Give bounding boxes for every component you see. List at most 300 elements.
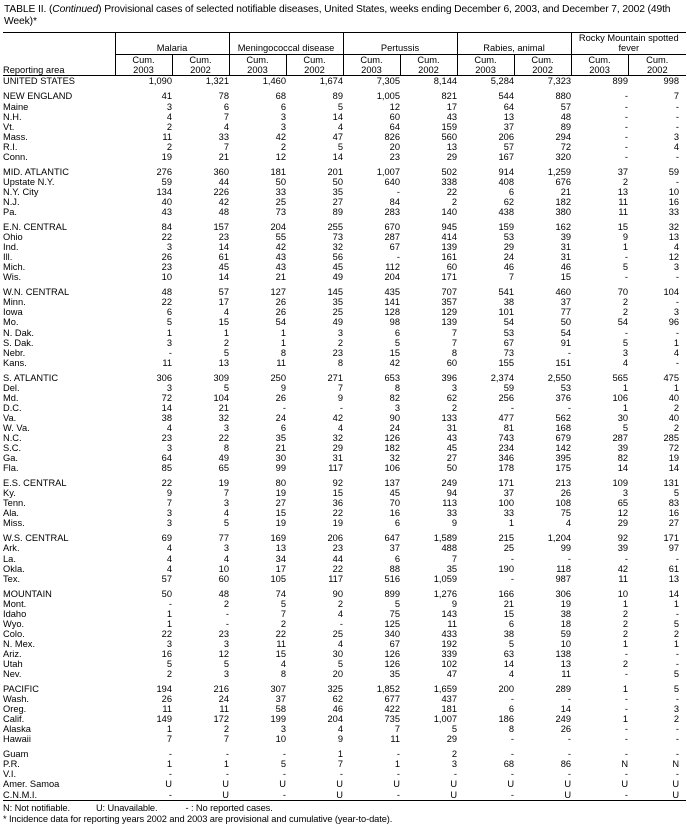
value-cell: 72 xyxy=(560,141,572,152)
header-disease-pertussis: Pertussis xyxy=(343,32,457,54)
value-cell: - xyxy=(168,347,172,358)
table-row xyxy=(3,749,686,759)
table-row xyxy=(3,373,686,383)
value-cell: 204 xyxy=(384,272,401,283)
value-cell: 6 xyxy=(508,618,515,629)
value-cell: 19 xyxy=(332,518,344,529)
value-cell: U xyxy=(222,779,230,790)
value-cell: 72 xyxy=(668,443,680,454)
value-cell: 7 xyxy=(508,272,515,283)
table-row xyxy=(3,488,686,498)
value-cell: U xyxy=(564,779,572,790)
value-cell: 19 xyxy=(218,478,230,489)
value-cell: 4 xyxy=(337,422,344,433)
value-cell: 200 xyxy=(498,684,515,695)
value-cell: 75 xyxy=(560,508,572,519)
value-cell: 60 xyxy=(446,357,458,368)
value-cell: 22 xyxy=(161,628,172,639)
value-cell: 27 xyxy=(275,498,287,509)
value-cell: 73 xyxy=(503,347,515,358)
value-cell: 108 xyxy=(555,498,572,509)
table-row xyxy=(3,307,686,317)
value-cell: 19 xyxy=(161,151,172,162)
table-row xyxy=(3,328,686,338)
value-cell: 55 xyxy=(275,232,287,243)
value-cell: U xyxy=(628,790,686,801)
value-cell: 4 xyxy=(223,121,230,132)
value-cell: 53 xyxy=(503,232,515,243)
value-cell: 3 xyxy=(673,307,680,318)
value-cell: 7 xyxy=(280,608,287,619)
value-cell: 306 xyxy=(156,372,172,383)
value-cell: 37 xyxy=(503,121,515,132)
value-cell: 2 xyxy=(280,618,287,629)
header-cum-rmsf-2002 xyxy=(628,54,686,76)
value-cell: 133 xyxy=(441,412,458,423)
value-cell: 914 xyxy=(498,166,515,177)
value-cell: 14 xyxy=(332,111,344,122)
value-cell: 1 xyxy=(673,337,680,348)
value-cell: 1 xyxy=(622,638,629,649)
value-cell: - xyxy=(624,272,629,283)
value-cell: 27 xyxy=(446,453,458,464)
value-cell: 5 xyxy=(673,684,680,695)
value-cell: 190 xyxy=(498,563,515,574)
value-cell: 22 xyxy=(332,508,344,519)
value-cell: 2,550 xyxy=(547,372,572,383)
value-cell: 9 xyxy=(337,392,344,403)
reporting-area-cell: Idaho xyxy=(3,608,27,619)
reporting-area-cell: Vt. xyxy=(3,121,15,132)
value-cell: 48 xyxy=(218,207,230,217)
value-cell: 11 xyxy=(561,669,572,680)
value-cell: 204 xyxy=(270,222,287,233)
value-cell: 346 xyxy=(498,453,515,464)
table-row xyxy=(3,102,686,112)
value-cell: - xyxy=(675,327,680,338)
value-cell: - xyxy=(510,749,515,760)
value-cell: - xyxy=(396,252,401,263)
value-cell: 41 xyxy=(161,91,172,102)
value-cell: 59 xyxy=(161,176,172,187)
value-cell: 49 xyxy=(218,453,230,464)
footnote-no-cases: - : No reported cases. xyxy=(185,802,273,813)
reporting-area-cell: Wyo. xyxy=(3,618,25,629)
value-cell: 137 xyxy=(384,478,401,489)
value-cell: - xyxy=(624,769,629,780)
value-cell: 7 xyxy=(223,488,230,499)
value-cell: 175 xyxy=(555,463,572,474)
value-cell: 43 xyxy=(161,207,172,217)
value-cell: 38 xyxy=(503,297,515,308)
value-cell: 998 xyxy=(663,76,680,87)
table-row xyxy=(3,177,686,187)
value-cell: 6 xyxy=(394,327,401,338)
table-row xyxy=(3,287,686,297)
value-cell: - xyxy=(457,790,514,801)
value-cell: 437 xyxy=(441,694,458,705)
header-cum-row xyxy=(3,54,686,76)
table-row xyxy=(3,383,686,393)
value-cell: 5 xyxy=(223,347,230,358)
value-cell: 1 xyxy=(394,759,401,770)
value-cell: 5 xyxy=(673,488,680,499)
value-cell: 249 xyxy=(555,714,572,725)
cum-year: 2003 xyxy=(133,65,154,76)
value-cell: 11 xyxy=(618,196,629,207)
value-cell: 7 xyxy=(394,724,401,735)
value-cell: 3 xyxy=(622,488,629,499)
cum-year: 2003 xyxy=(361,65,382,76)
value-cell: 43 xyxy=(446,111,458,122)
value-cell: 4 xyxy=(337,724,344,735)
value-cell: 3 xyxy=(166,508,172,519)
value-cell: 11 xyxy=(618,207,629,217)
value-cell: 26 xyxy=(560,488,572,499)
value-cell: 118 xyxy=(556,563,572,574)
value-cell: 4 xyxy=(337,638,344,649)
value-cell: 22 xyxy=(332,563,344,574)
header-disease-rocky-mountain-spotted-fever: Rocky Mountain spotted fever xyxy=(571,32,686,54)
value-cell: 1 xyxy=(280,327,287,338)
value-cell: 30 xyxy=(332,648,344,659)
cum-year: 2003 xyxy=(475,65,496,76)
value-cell: 255 xyxy=(327,222,344,233)
table-row xyxy=(3,122,686,132)
value-cell: - xyxy=(396,769,401,780)
value-cell: 151 xyxy=(555,357,572,368)
value-cell: 4 xyxy=(508,669,515,680)
value-cell: 99 xyxy=(560,543,572,554)
value-cell: 5 xyxy=(280,598,287,609)
value-cell: 113 xyxy=(442,498,458,509)
value-cell: 89 xyxy=(332,207,344,217)
table-row xyxy=(3,554,686,564)
value-cell: 104 xyxy=(213,392,230,403)
value-cell: - xyxy=(571,790,628,801)
value-cell: 171 xyxy=(441,272,458,283)
value-cell: 1,674 xyxy=(319,76,344,87)
value-cell: 15 xyxy=(389,347,401,358)
table-row xyxy=(3,609,686,619)
value-cell: 7 xyxy=(337,382,344,393)
reporting-area-cell: NEW ENGLAND xyxy=(3,91,73,102)
value-cell: 4 xyxy=(337,121,344,132)
value-cell: 91 xyxy=(560,337,572,348)
value-cell: - xyxy=(168,769,172,780)
value-cell: - xyxy=(510,402,515,413)
value-cell: 155 xyxy=(498,357,515,368)
reporting-area-cell: MID. ATLANTIC xyxy=(3,166,69,177)
value-cell: 2 xyxy=(673,402,680,413)
value-cell: 1,204 xyxy=(547,533,572,544)
value-cell: - xyxy=(624,327,629,338)
value-cell: - xyxy=(624,141,629,152)
value-cell: 126 xyxy=(384,432,401,443)
value-cell: 360 xyxy=(213,166,230,177)
value-cell: 11 xyxy=(162,131,172,142)
table-head xyxy=(3,32,686,76)
value-cell: 43 xyxy=(275,262,287,273)
header-disease-row xyxy=(3,32,686,54)
table-row xyxy=(3,599,686,609)
value-cell: 5 xyxy=(622,337,629,348)
footnotes xyxy=(3,803,687,825)
value-cell: 15 xyxy=(617,222,629,233)
value-cell: 89 xyxy=(332,91,344,102)
value-cell: 88 xyxy=(389,563,401,574)
value-cell: 3 xyxy=(451,759,458,770)
value-cell: U xyxy=(672,779,680,790)
value-cell: 80 xyxy=(275,478,287,489)
value-cell: 1,090 xyxy=(148,76,172,87)
value-cell: 13 xyxy=(503,111,515,122)
value-cell: 15 xyxy=(275,508,287,519)
value-cell: 677 xyxy=(384,694,401,705)
header-disease-rabies-animal: Rabies, animal xyxy=(457,32,571,54)
value-cell: - xyxy=(624,111,629,122)
value-cell: 59 xyxy=(560,628,572,639)
value-cell: 1,259 xyxy=(547,166,572,177)
value-cell: 5 xyxy=(622,422,629,433)
value-cell: 143 xyxy=(441,608,458,619)
reporting-area-cell: Ohio xyxy=(3,232,23,243)
table-row xyxy=(3,498,686,508)
value-cell: 167 xyxy=(498,151,515,162)
value-cell: 2 xyxy=(166,669,172,680)
reporting-area-cell: Guam xyxy=(3,749,29,760)
value-cell: 83 xyxy=(668,498,680,509)
value-cell: 90 xyxy=(332,588,344,599)
value-cell: 14 xyxy=(617,463,629,474)
value-cell: 43 xyxy=(446,432,458,443)
footnote-unavailable: U: Unavailable. xyxy=(95,802,158,813)
cum-label: Cum. xyxy=(132,54,155,65)
value-cell: 7 xyxy=(451,337,458,348)
header-disease-malaria: Malaria xyxy=(115,32,229,54)
value-cell: 9 xyxy=(166,488,172,499)
table-row xyxy=(3,543,686,553)
value-cell: 25 xyxy=(332,628,344,639)
value-cell: 1 xyxy=(508,518,515,529)
value-cell: 74 xyxy=(275,588,287,599)
reporting-area-cell: C.N.M.I. xyxy=(3,790,115,801)
value-cell: 10 xyxy=(668,186,680,197)
value-cell: 287 xyxy=(612,432,629,443)
value-cell: 166 xyxy=(498,588,515,599)
table-row xyxy=(3,152,686,162)
value-cell: 67 xyxy=(503,337,515,348)
value-cell: 25 xyxy=(332,307,344,318)
value-cell: 1 xyxy=(166,608,172,619)
value-cell: 6 xyxy=(280,101,287,112)
table-row xyxy=(3,769,686,779)
table-row xyxy=(3,684,686,694)
value-cell: 34 xyxy=(275,553,287,564)
value-cell: 502 xyxy=(441,166,458,177)
value-cell: 29 xyxy=(617,518,629,529)
reporting-area-cell: Ga. xyxy=(3,453,18,464)
value-cell: 109 xyxy=(612,478,629,489)
value-cell: 16 xyxy=(668,508,680,519)
value-cell: 49 xyxy=(332,317,344,328)
value-cell: 7 xyxy=(451,553,458,564)
value-cell: 32 xyxy=(332,432,344,443)
value-cell: 821 xyxy=(441,91,458,102)
value-cell: 5 xyxy=(223,382,230,393)
table-row xyxy=(3,759,686,769)
reporting-area-cell: Utah xyxy=(3,658,23,669)
value-cell: 22 xyxy=(275,628,287,639)
reporting-area-cell: W.N. CENTRAL xyxy=(3,287,70,298)
value-cell: 96 xyxy=(668,317,680,328)
value-cell: 3 xyxy=(166,638,172,649)
value-cell: 2,374 xyxy=(490,372,515,383)
value-cell: 23 xyxy=(332,543,344,554)
value-cell: 653 xyxy=(384,372,401,383)
value-cell: - xyxy=(624,669,629,680)
value-cell: 1,005 xyxy=(376,91,401,102)
value-cell: 285 xyxy=(663,432,680,443)
reporting-area-cell: Nev. xyxy=(3,669,22,680)
reporting-area-cell: Ariz. xyxy=(3,648,22,659)
value-cell: 5 xyxy=(337,101,344,112)
table-row xyxy=(3,207,686,217)
value-cell: 139 xyxy=(441,317,458,328)
value-cell: 3 xyxy=(223,638,230,649)
reporting-area-cell: Maine xyxy=(3,101,29,112)
value-cell: 106 xyxy=(384,463,401,474)
reporting-area-cell: Calif. xyxy=(3,714,25,725)
value-cell: 60 xyxy=(446,262,458,273)
reporting-area-cell: Del. xyxy=(3,382,20,393)
table-row xyxy=(3,91,686,101)
value-cell: - xyxy=(675,694,680,705)
value-cell: 2 xyxy=(451,402,458,413)
value-cell: 181 xyxy=(441,704,458,715)
table-row xyxy=(3,358,686,368)
value-cell: 13 xyxy=(668,573,680,584)
value-cell: 5 xyxy=(223,658,230,669)
value-cell: 435 xyxy=(384,287,401,298)
footnote-star-line: * Incidence data for reporting years 2002 and 2003 are provisional and cumulative (year-to-date). xyxy=(3,813,393,824)
reporting-area-cell: Tex. xyxy=(3,573,21,584)
value-cell: 38 xyxy=(503,628,515,639)
header-cum-meningococcal-2002 xyxy=(286,54,343,76)
value-cell: 68 xyxy=(275,91,287,102)
value-cell: 6 xyxy=(223,101,230,112)
value-cell: 61 xyxy=(668,563,680,574)
value-cell: - xyxy=(567,347,572,358)
value-cell: 21 xyxy=(503,598,515,609)
value-cell: U xyxy=(514,790,571,801)
value-cell: - xyxy=(343,790,400,801)
value-cell: 2 xyxy=(622,608,629,619)
value-cell: 26 xyxy=(275,307,287,318)
value-cell: 5 xyxy=(166,658,172,669)
value-cell: 294 xyxy=(555,131,572,142)
value-cell: 159 xyxy=(498,222,515,233)
value-cell: 42 xyxy=(617,563,629,574)
table-row xyxy=(3,112,686,122)
value-cell: 14 xyxy=(218,272,230,283)
value-cell: 2 xyxy=(622,176,629,187)
value-cell: 9 xyxy=(622,232,629,243)
table-row xyxy=(3,297,686,307)
table-row xyxy=(3,393,686,403)
value-cell: 36 xyxy=(332,498,344,509)
value-cell: 50 xyxy=(560,317,572,328)
value-cell: 1 xyxy=(337,749,344,760)
reporting-area-cell: V.I. xyxy=(3,769,17,780)
reporting-area-cell: Miss. xyxy=(3,518,25,529)
value-cell: 129 xyxy=(441,307,458,318)
cum-year: 2002 xyxy=(304,65,325,76)
value-cell: 18 xyxy=(560,618,572,629)
value-cell: 11 xyxy=(447,618,458,629)
value-cell: 4 xyxy=(673,242,680,253)
value-cell: - xyxy=(115,790,172,801)
value-cell: 186 xyxy=(498,714,515,725)
value-cell: - xyxy=(624,749,629,760)
value-cell: U xyxy=(507,779,515,790)
value-cell: N xyxy=(621,759,629,770)
table-row xyxy=(3,790,686,801)
table-row xyxy=(3,639,686,649)
value-cell: - xyxy=(675,553,680,564)
value-cell: 140 xyxy=(441,207,458,217)
value-cell: 6 xyxy=(166,307,172,318)
value-cell: 2 xyxy=(622,658,629,669)
value-cell: 11 xyxy=(162,704,172,715)
value-cell: 5 xyxy=(508,638,515,649)
value-cell: 13 xyxy=(446,141,458,152)
value-cell: 77 xyxy=(218,533,230,544)
value-cell: 433 xyxy=(441,628,458,639)
value-cell: 46 xyxy=(503,262,515,273)
value-cell: 6 xyxy=(508,704,515,715)
reporting-area-cell: Wis. xyxy=(3,272,22,283)
value-cell: - xyxy=(225,769,230,780)
value-cell: 54 xyxy=(275,317,287,328)
value-cell: 9 xyxy=(451,598,458,609)
value-cell: 11 xyxy=(390,734,401,745)
table-row xyxy=(3,734,686,744)
header-cum-meningococcal-2003 xyxy=(229,54,286,76)
reporting-area-cell: N.C. xyxy=(3,432,22,443)
value-cell: 16 xyxy=(161,648,172,659)
value-cell: 101 xyxy=(498,307,515,318)
value-cell: - xyxy=(339,402,344,413)
value-cell: 1,460 xyxy=(262,76,287,87)
value-cell: 33 xyxy=(668,207,680,217)
value-cell: 181 xyxy=(270,166,287,177)
value-cell: 14 xyxy=(332,151,344,162)
value-cell: 1 xyxy=(166,759,172,770)
value-cell: 560 xyxy=(441,131,458,142)
reporting-area-cell: N.H. xyxy=(3,111,22,122)
value-cell: 8 xyxy=(337,357,344,368)
value-cell: 5 xyxy=(394,598,401,609)
value-cell: 24 xyxy=(503,252,515,263)
value-cell: 32 xyxy=(389,453,401,464)
value-cell: 27 xyxy=(332,196,344,207)
value-cell: 544 xyxy=(498,91,515,102)
value-cell: 6 xyxy=(394,518,401,529)
value-cell: 14 xyxy=(218,242,230,253)
value-cell: - xyxy=(624,553,629,564)
value-cell: - xyxy=(225,749,230,760)
